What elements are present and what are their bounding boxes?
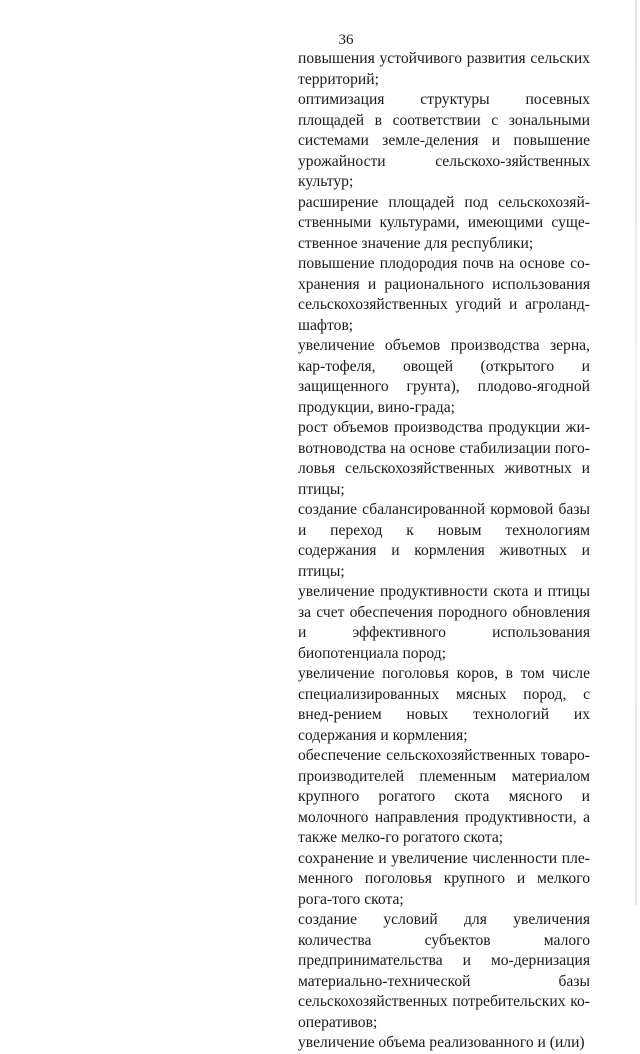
scan-edge-shadow — [635, 0, 637, 905]
list-item: оптимизация структуры посевных площадей в соответствии с зональными системами земле-деления и повышение урожайности сельскохо-зяйственных культур; — [298, 91, 590, 190]
document-body — [298, 49, 590, 1054]
list-item: увеличение объемов производства зерна, кар-тофеля, овощей (открытого и защищенного грунта), плодово-ягодной продукции, вино-града; — [298, 337, 590, 416]
list-item: рост объемов производства продукции жи-вотноводства на основе стабилизации пого-ловья сельскохозяйственных животных и птицы; — [298, 419, 590, 498]
list-item: повышения устойчивого развития сельских территорий; — [298, 50, 590, 88]
list-item: расширение площадей под сельскохозяй-ственными культурами, имеющими суще-ственное значение для республики; — [298, 193, 590, 252]
list-item: увеличение объема реализованного и (или) — [298, 1034, 585, 1051]
list-item: увеличение продуктивности скота и птицы за счет обеспечения породного обновления и эффективного использования биопотенциала пород; — [298, 583, 590, 662]
list-item: увеличение поголовья коров, в том числе специализированных мясных пород, с внед-рением новых технологий их содержания и кормления; — [298, 665, 590, 744]
list-item: обеспечение сельскохозяйственных товаро-производителей племенным материалом крупного рогатого скота мясного и молочного направления продуктивности, а также мелко-го рогатого скота; — [298, 747, 590, 846]
page-number: 36 — [338, 32, 354, 48]
list-item: создание сбалансированной кормовой базы и переход к новым технологиям содержания и кормления животных и птицы; — [298, 501, 590, 580]
list-item: создание условий для увеличения количества субъектов малого предпринимательства и мо-дернизация материально-технической базы сельскохозяйственных потребительских ко-оперативов; — [298, 911, 590, 1031]
list-item: повышение плодородия почв на основе со-хранения и рационального использования сельскохозяйственных угодий и агроланд-шафтов; — [298, 255, 590, 334]
list-item: сохранение и увеличение численности пле-менного поголовья крупного и мелкого рога-того скота; — [298, 849, 590, 908]
